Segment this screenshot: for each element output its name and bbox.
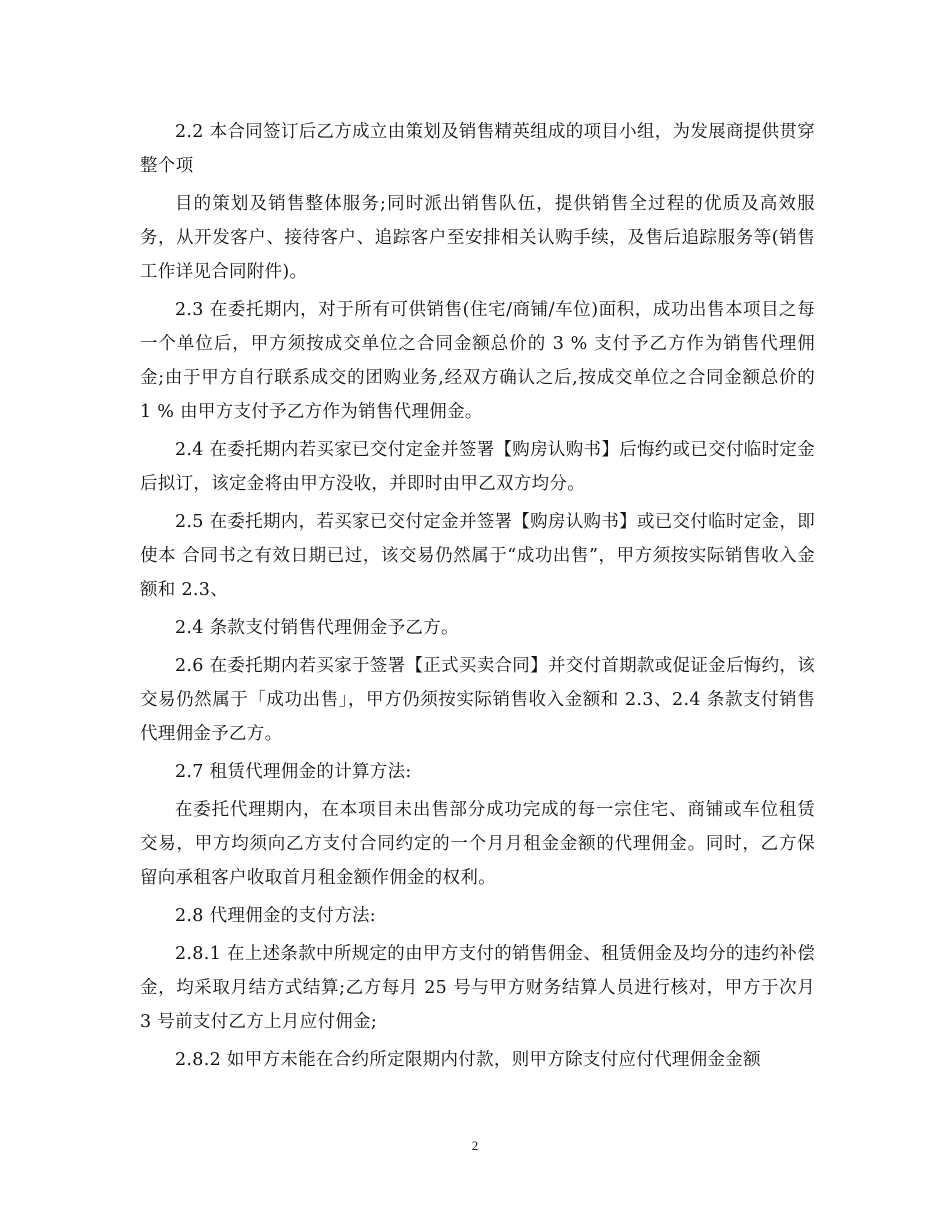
page-number: 2 xyxy=(471,1138,479,1153)
document-body xyxy=(140,115,815,1077)
paragraph-2-3: 2.3 在委托期内，对于所有可供销售(住宅/商铺/车位)面积，成功出售本项目之每一个单位后，甲方须按成交单位之合同金额总价的 3 % 支付予乙方作为销售代理佣金;由于甲方自行联系成交的团购业务,经双方确认之后,按成交单位之合同金额总价的 1 % 由甲方支付予乙方作为销售代理佣金。 xyxy=(140,300,815,422)
paragraph-2-7-body: 在委托代理期内，在本项目未出售部分成功完成的每一宗住宅、商铺或车位租赁交易，甲方均须向乙方支付合同约定的一个月月租金金额的代理佣金。同时，乙方保留向承租客户收取首月租金额作佣金的权利。 xyxy=(140,800,815,888)
paragraph-2-5-continued: 2.4 条款支付销售代理佣金予乙方。 xyxy=(175,618,459,638)
paragraph-2-2: 2.2 本合同签订后乙方成立由策划及销售精英组成的项目小组，为发展商提供贯穿整个项 xyxy=(140,122,815,176)
paragraph-2-4: 2.4 在委托期内若买家已交付定金并签署【购房认购书】后悔约或已交付临时定金后拟订，该定金将由甲方没收，并即时由甲乙双方均分。 xyxy=(140,440,815,494)
paragraph-2-8-1: 2.8.1 在上述条款中所规定的由甲方支付的销售佣金、租赁佣金及均分的违约补偿金，均采取月结方式结算;乙方每月 25 号与甲方财务结算人员进行核对，甲方于次月 3 号前支付乙方上月应付佣金; xyxy=(140,944,815,1032)
paragraph-2-8: 2.8 代理佣金的支付方法: xyxy=(175,906,376,926)
paragraph-2-8-2: 2.8.2 如甲方未能在合约所定限期内付款，则甲方除支付应付代理佣金金额 xyxy=(175,1050,761,1070)
paragraph-2-6: 2.6 在委托期内若买家于签署【正式买卖合同】并交付首期款或促证金后悔约，该交易仍然属于「成功出售」，甲方仍须按实际销售收入金额和 2.3、2.4 条款支付销售代理佣金予乙方。 xyxy=(140,656,815,744)
paragraph-2-5: 2.5 在委托期内，若买家已交付定金并签署【购房认购书】或已交付临时定金，即使本 合同书之有效日期已过，该交易仍然属于“成功出售”，甲方须按实际销售收入金额和 2.3、 xyxy=(140,512,815,600)
paragraph-2-7: 2.7 租赁代理佣金的计算方法: xyxy=(175,762,412,782)
paragraph-2-2-continued: 目的策划及销售整体服务;同时派出销售队伍，提供销售全过程的优质及高效服务，从开发客户、接待客户、追踪客户至安排相关认购手续，及售后追踪服务等(销售工作详见合同附件)。 xyxy=(140,194,815,282)
